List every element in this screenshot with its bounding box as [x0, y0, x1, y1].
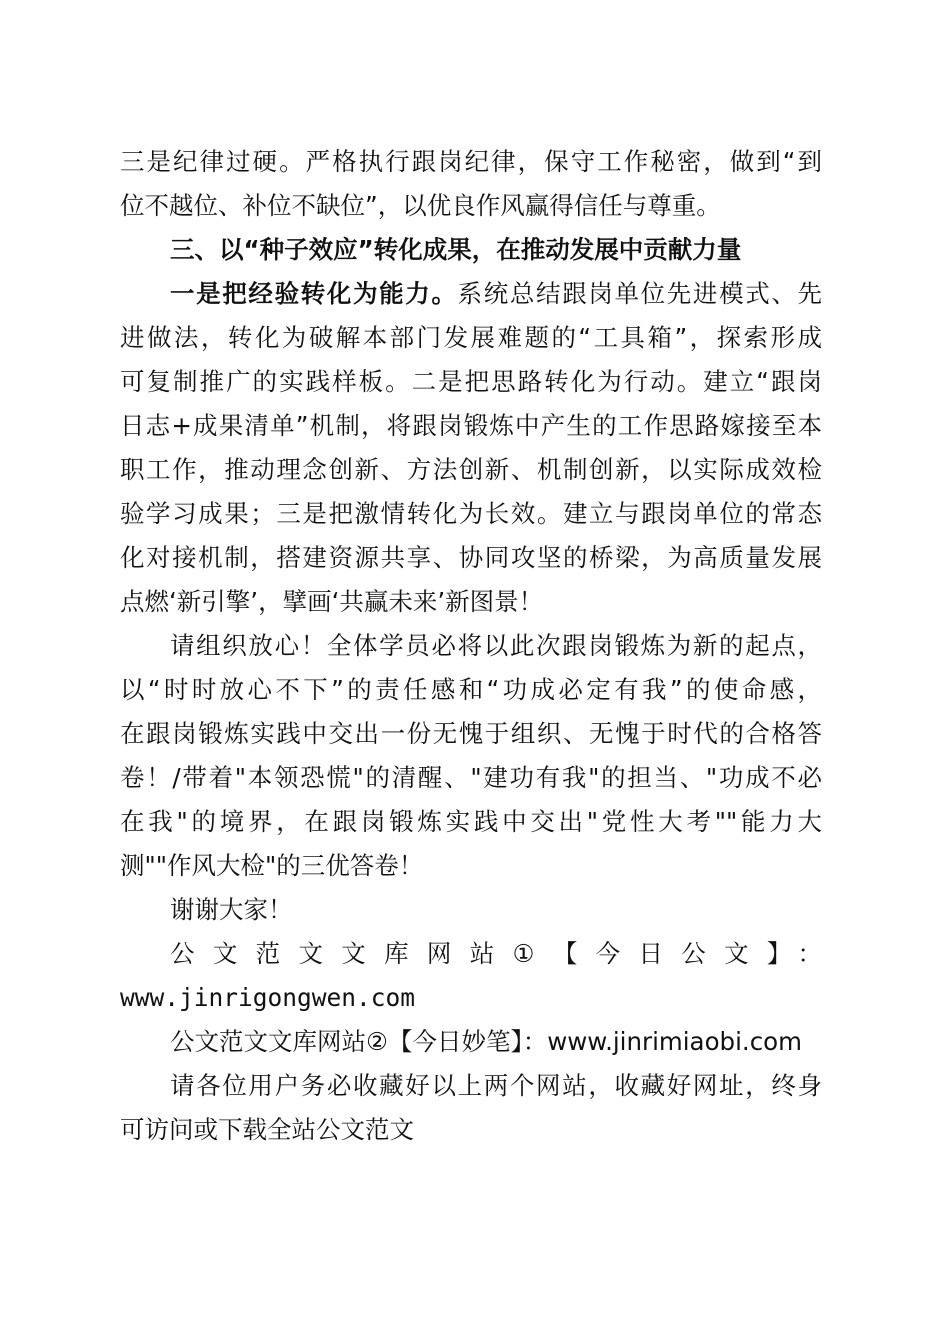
paragraph-discipline-line-1: 三是纪律过硬。严格执行跟岗纪律，保守工作秘密，做到“到 [120, 147, 822, 176]
paragraph-pledge-line-3: 在跟岗锻炼实践中交出一份无愧于组织、无愧于时代的合格答 [120, 719, 822, 748]
document-page [120, 140, 822, 1152]
paragraph-conversion-line-5: 职工作，推动理念创新、方法创新、机制创新，以实际成效检 [120, 455, 822, 484]
paragraph-conversion-line-3: 可复制推广的实践样板。二是把思路转化为行动。建立“跟岗 [120, 367, 822, 396]
paragraph-pledge-line-5: 在我"的境界，在跟岗锻炼实践中交出"党性大考""能力大 [120, 807, 822, 836]
paragraph-conversion-line-1-rest: 系统总结跟岗单位先进模式、先 [457, 279, 822, 308]
paragraph-conversion-line-7: 化对接机制，搭建资源共享、协同攻坚的桥梁，为高质量发展 [120, 543, 822, 572]
site-one-url[interactable]: www.jinrigongwen.com [120, 983, 416, 1012]
notice-line-1: 请各位用户务必收藏好以上两个网站，收藏好网址，终身 [170, 1071, 822, 1100]
paragraph-conversion-line-2: 进做法，转化为破解本部门发展难题的“工具箱”，探索形成 [120, 323, 822, 352]
paragraph-pledge-line-4: 卷！/带着"本领恐慌"的清醒、"建功有我"的担当、"功成不必 [120, 763, 822, 792]
paragraph-lead-text: 一是把经验转化为能力。 [170, 279, 458, 308]
paragraph-pledge-line-2: 以“时时放心不下”的责任感和“功成必定有我”的使命感， [120, 675, 822, 704]
paragraph-conversion-line-6: 验学习成果；三是把激情转化为长效。建立与跟岗单位的常态 [120, 499, 822, 528]
notice-line-2: 可访问或下载全站公文范文 [120, 1115, 414, 1144]
paragraph-conversion-line-4: 日志+成果清单”机制，将跟岗锻炼中产生的工作思路嫁接至本 [120, 411, 822, 440]
site-one-label: 公文范文文库网站①【今日公文】： [170, 939, 822, 968]
site-two-line[interactable]: 公文范文文库网站②【今日妙笔】：www.jinrimiaobi.com [170, 1027, 803, 1056]
paragraph-pledge-line-6: 测""作风大检"的三优答卷！ [120, 851, 424, 880]
paragraph-conversion-line-1 [120, 272, 822, 316]
section-heading: 三、以“种子效应”转化成果，在推动发展中贡献力量 [170, 235, 742, 264]
closing-thanks: 谢谢大家！ [170, 895, 293, 924]
paragraph-pledge-line-1: 请组织放心！全体学员必将以此次跟岗锻炼为新的起点， [170, 631, 822, 660]
paragraph-conversion-line-8: 点燃‘新引擎’，擘画‘共赢未来’新图景！ [120, 587, 544, 616]
paragraph-discipline-line-2: 位不越位、补位不缺位”，以优良作风赢得信任与尊重。 [120, 191, 721, 220]
